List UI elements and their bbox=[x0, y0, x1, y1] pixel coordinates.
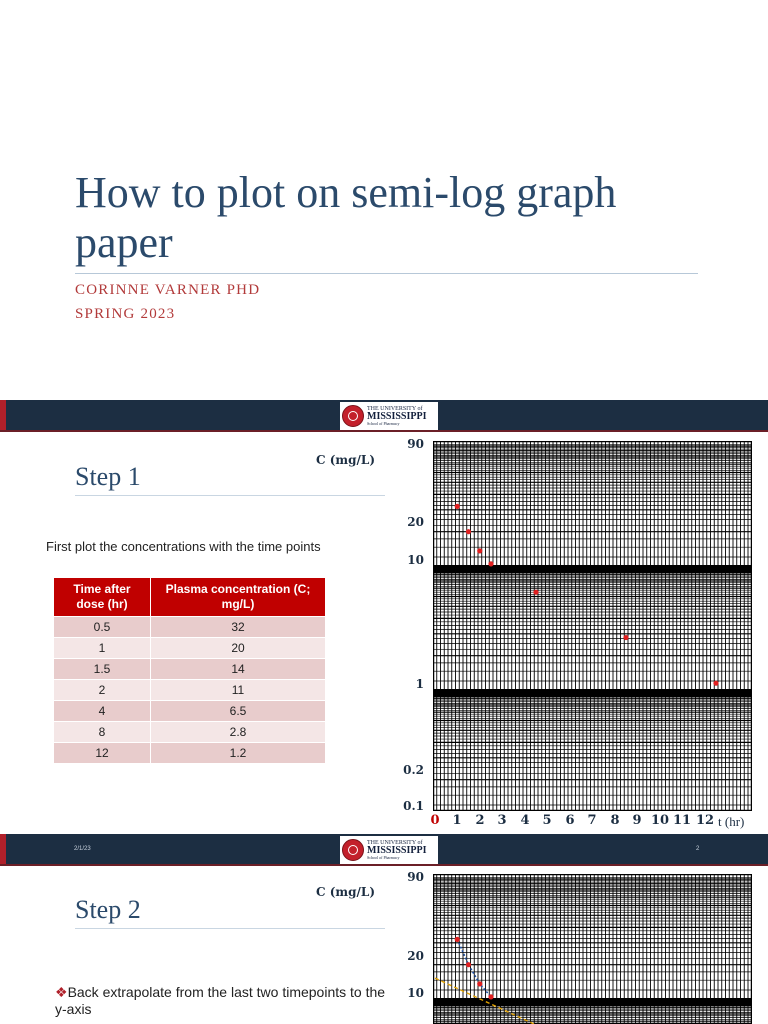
graph1-y-label: 1 bbox=[415, 677, 424, 691]
semi-log-graph-step1 bbox=[433, 441, 752, 811]
data-point bbox=[466, 962, 471, 967]
step1-title: Step 1 bbox=[75, 462, 141, 491]
graph1-x-unit: t (hr) bbox=[718, 814, 745, 829]
x-tick-label: 4 bbox=[520, 813, 530, 828]
graph1-y-label: 10 bbox=[407, 553, 424, 567]
x-tick-label: 12 bbox=[695, 813, 715, 828]
table-cell: 14 bbox=[151, 659, 326, 680]
graph-paper-bg bbox=[433, 441, 752, 811]
x-tick-label: 10 bbox=[650, 813, 670, 828]
x-tick-label: 6 bbox=[565, 813, 575, 828]
logo-line-1: THE UNIVERSITY of bbox=[367, 840, 423, 846]
step2-instruction-text: Back extrapolate from the last two timepoints to the y-axis bbox=[55, 984, 386, 1017]
slide2-header-banner bbox=[0, 834, 768, 866]
table-row bbox=[54, 617, 326, 638]
table-header-time: Time after dose (hr) bbox=[54, 578, 151, 617]
x-tick-label: 11 bbox=[672, 813, 692, 828]
graph1-y-label: 90 bbox=[407, 437, 424, 451]
x-tick-label: 3 bbox=[497, 813, 507, 828]
graph2-y-label: 90 bbox=[407, 870, 424, 884]
banner-accent bbox=[0, 834, 6, 866]
data-point bbox=[466, 529, 471, 534]
table-cell: 0.5 bbox=[54, 617, 151, 638]
step2-divider bbox=[75, 928, 385, 929]
table-cell: 11 bbox=[151, 680, 326, 701]
table-cell: 2 bbox=[54, 680, 151, 701]
page-number: 2 bbox=[696, 846, 700, 852]
university-logo bbox=[340, 836, 438, 864]
x-tick-label: 0 bbox=[430, 813, 440, 828]
x-tick-label: 9 bbox=[632, 813, 642, 828]
banner-accent bbox=[0, 400, 6, 432]
footer-date: 2/1/23 bbox=[74, 846, 91, 852]
table-header-concentration: Plasma concentration (C; mg/L) bbox=[151, 578, 326, 617]
x-tick-label: 1 bbox=[452, 813, 462, 828]
semester-label: SPRING 2023 bbox=[75, 306, 176, 322]
step1-divider bbox=[75, 495, 385, 496]
graph1-y-axis-title: C (mg/L) bbox=[316, 453, 375, 467]
step1-instruction: First plot the concentrations with the time points bbox=[46, 539, 321, 554]
data-point bbox=[477, 548, 482, 553]
data-point bbox=[477, 981, 482, 986]
university-seal-icon bbox=[342, 839, 364, 861]
x-tick-label: 8 bbox=[610, 813, 620, 828]
table-row bbox=[54, 722, 326, 743]
slide1-header-banner bbox=[0, 400, 768, 432]
graph1-y-label: 20 bbox=[407, 515, 424, 529]
table-cell: 8 bbox=[54, 722, 151, 743]
table-cell: 4 bbox=[54, 701, 151, 722]
graph1-y-label: 0.1 bbox=[403, 799, 424, 813]
data-point bbox=[455, 504, 460, 509]
concentration-table bbox=[53, 577, 326, 764]
table-cell: 1.5 bbox=[54, 659, 151, 680]
logo-line-1: THE UNIVERSITY of bbox=[367, 406, 423, 412]
x-tick-label: 2 bbox=[475, 813, 485, 828]
table-cell: 1 bbox=[54, 638, 151, 659]
graph1-y-label: 0.2 bbox=[403, 763, 424, 777]
author-name: CORINNE VARNER PHD bbox=[75, 282, 261, 298]
graph2-y-label: 10 bbox=[407, 986, 424, 1000]
university-seal-icon bbox=[342, 405, 364, 427]
graph1-x-axis-labels bbox=[425, 813, 725, 829]
step2-title: Step 2 bbox=[75, 895, 141, 924]
data-point bbox=[623, 635, 628, 640]
x-tick-label: 7 bbox=[587, 813, 597, 828]
semi-log-graph-step2 bbox=[433, 874, 752, 1024]
diamond-bullet-icon: ❖ bbox=[55, 984, 68, 1000]
table-row bbox=[54, 680, 326, 701]
title-divider bbox=[75, 273, 698, 274]
graph2-y-axis-title: C (mg/L) bbox=[316, 885, 375, 899]
data-point bbox=[533, 590, 538, 595]
table-cell: 12 bbox=[54, 743, 151, 764]
table-row bbox=[54, 701, 326, 722]
logo-line-2: MISSISSIPPI bbox=[367, 845, 427, 856]
logo-line-2: MISSISSIPPI bbox=[367, 411, 427, 422]
table-cell: 20 bbox=[151, 638, 326, 659]
table-row bbox=[54, 743, 326, 764]
banner-underline bbox=[0, 430, 768, 432]
data-point bbox=[455, 937, 460, 942]
x-tick-label: 5 bbox=[542, 813, 552, 828]
banner-underline bbox=[0, 864, 768, 866]
logo-line-3: School of Pharmacy bbox=[367, 421, 400, 426]
table-cell: 1.2 bbox=[151, 743, 326, 764]
table-row bbox=[54, 638, 326, 659]
table-cell: 2.8 bbox=[151, 722, 326, 743]
graph2-y-label: 20 bbox=[407, 949, 424, 963]
table-cell: 32 bbox=[151, 617, 326, 638]
data-point bbox=[488, 994, 493, 999]
data-point bbox=[488, 561, 493, 566]
table-cell: 6.5 bbox=[151, 701, 326, 722]
logo-line-3: School of Pharmacy bbox=[367, 855, 400, 860]
step2-instruction bbox=[55, 984, 395, 1018]
presentation-title: How to plot on semi-log graph paper bbox=[75, 168, 617, 267]
university-logo bbox=[340, 402, 438, 430]
table-row bbox=[54, 659, 326, 680]
data-point bbox=[713, 681, 718, 686]
